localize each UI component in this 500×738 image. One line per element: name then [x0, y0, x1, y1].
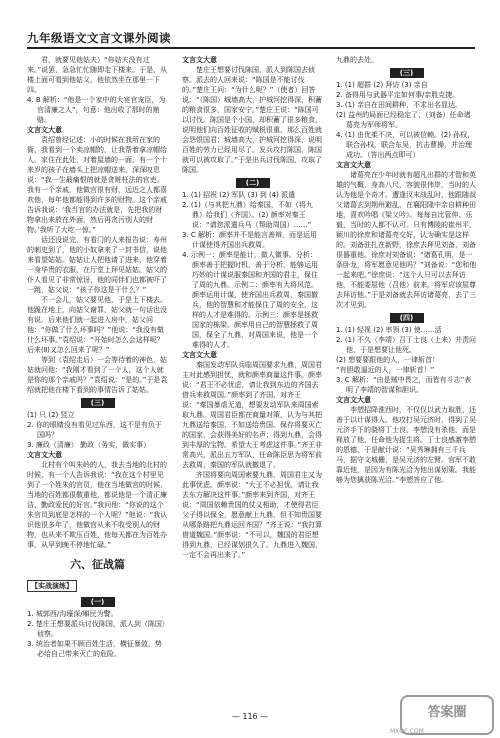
answer-item: 2. 楚庄王想要派兵讨伐陈国，派人到（陈国）侦察。	[27, 620, 166, 638]
section-subheading: 文言文大意	[182, 351, 217, 359]
watermark-logo: 答案圈	[400, 695, 494, 735]
answer-item: (1) 只 (2) 竖立	[27, 411, 75, 419]
part-label: (三)	[81, 398, 115, 408]
translation-text: 秦国发动军队兵临周国要求九鼎，周国君主对此感到担忧，就和颜率商量这件事。颜率说：“君王不必忧虑，请让我到东边的齐国去借兵来救周国。”颜率到了齐国，对齐王说：“秦国暴虐无道，想要发动军队来周国索取九鼎。周国君臣都在商量对策，认为与其把九鼎送给秦国，不如送给贵国。保存将要灭亡的国家，会获得美好的名声；得到九鼎，会得到丰厚的宝物。希望大王考虑这件事。”齐王非常高兴，派出五万军队，任命陈臣思为将军前去救周，秦国的军队就撤退了。	[182, 361, 323, 469]
translation-text: 诸葛亮在少年时就有超凡出群的才智和英雄的气概，身高八尺，容貌很伟岸，当时的人认为他是个奇才。遭逢汉末战乱时，他跟随叔父诸葛玄到荆州避乱，在襄阳隆中亲自耕种田地，喜欢吟唱《梁父吟》。每每自比管仲、乐毅，当时的人都不认可。只有博陵的崔州平、颍川的徐庶和诸葛亮交好，认为确实是这样的。刘备驻扎在新野，徐庶去拜见刘备，刘备很器重他。徐庶对刘备说：“诸葛孔明，是一条卧龙，将军愿意见他吗？”刘备说：“您和他一起来吧。”徐庶说：“这个人只可以去拜访他，不能委屈他（召他）前来。将军应该屈尊去拜访他。”于是刘备就去拜访诸葛亮，去了三次才见到。	[336, 171, 477, 309]
part-label: (一)	[81, 597, 115, 607]
answer-text: 九鼎的去处。	[336, 56, 378, 64]
answer-item: 2. (1)（与其把九鼎）给秦国，不如（将九鼎）给我们（齐国）。(2) 颜率对秦王说：“请您派遣兵马（帮助周国）……”	[182, 201, 313, 229]
answer-item: 2. (1) 不久（李靖）召丁士良（上来）并责问他，于是想要让他死。	[336, 336, 477, 354]
answer-item: 2. 备得用与武器平定如何事/亲胜克捷。	[336, 91, 460, 99]
translation-text: 李愬招降淮西时，不仅仅以武力取胜，还善于以计谋得人。他攻打吴元济时，得到了吴元济手下的骁将丁士良，李愬没有杀他，而是释放了他，任命他为捉生将。丁士良感激李愬的恩德，于是献计说：“吴秀琳拥有三千兵马，据守文城栅，是吴元济的左臂。官军不敢靠近他，是因为有陈光洽为他出谋划策。我能够为您擒获陈光洽。”李愬答应了他。	[336, 406, 476, 484]
answer-item: 1. (1) 超群 (2) 拜访 (3) 亲自	[336, 81, 428, 89]
translation-text: 齐国将要向周国索要九鼎，周国君主又为此事忧虑。颜率说：“大王不必担忧，请让我去东方解决这件事。”颜率来到齐国，对齐王说：“周国依赖贵国的仗义相助，才使得君臣父子得以保全，愿意献上九鼎，但不知贵国要从哪条路把九鼎运回齐国？”齐王说：“我打算借道魏国。”颜率说：“不可以，魏国的君臣想得到九鼎，已经谋划很久了。九鼎进入魏国，一定不会再出来了。”	[182, 471, 323, 559]
answer-item: 1. 城郭西/沟壕深/厢民为警。	[27, 610, 118, 618]
answer-item: 4. 示例一：颜率是能计，做人微事。分析：颜率善于把握时机，善于分析，能够运用巧妙的计谋说服秦国和齐国的君主，保住了周的九鼎。示例二：颜率有大将风范。颜率运用计谋，使齐国出兵救周，秦国撤兵，他的智慧和才能保住了周的安全，这样的人才是难得的。示例三：颜率是拯救国家的栋梁。颜率用自己的智慧拯救了周国，保全了九鼎，对周国来说，他是一个难得的人才。	[182, 251, 318, 349]
header-rule	[27, 47, 475, 49]
section-subheading: 文言文大意	[336, 161, 371, 169]
answer-item: (2) 益州的局面已经稳定了，（刘备）任命诸葛亮为军师将军。	[336, 111, 471, 129]
watermark-url: MXQE.COM	[390, 728, 424, 735]
column-3	[336, 55, 477, 705]
translation-text: 等到（袁绍走后）一会等待着的神色，姑姑就问他：“我刚才看到了一个人，这个人就是你的那个亲戚吗？”袁绍说：“是的。”于是袁绍就把他在楼下看到的事情告诉了姑姑。	[27, 356, 168, 394]
answer-item: 1. (1) 轻视 (2) 率领 (3) 使……活	[336, 326, 442, 334]
answer-item: 2. 你的眼睛没有看见过东西，这不是有负于国吗？	[27, 421, 162, 439]
section-subheading: 文言文大意	[27, 451, 62, 459]
answer-item: 3. C 解析：颜率并不是能言善辩，而是运用计谋使得齐国出兵救周。	[182, 231, 318, 249]
answer-item: (2) 想要要跟他的人，一律斩首！	[336, 356, 440, 364]
section-subheading: 文言文大意	[336, 396, 371, 404]
answer-text: 君，就要见他姑夫）“你姑夫没有过来。”说罢，急急忙忙随即走下楼来。于是，从楼上面可看到他姑父，他依然坐在那里一下四。	[27, 56, 168, 94]
translation-text: 楚庄王想要讨伐陈国，派人到陈国去侦察。派去的人回来说：“陈国是不能讨伐的。”楚庄王问：“为什么呢？”（使者）回答说：“（陈国）城墙高大，护城河挖得深，积蓄的粮食很多，国家安宁。”楚庄王说：“陈国可以讨伐。陈国是个小国，却积蓄了很多粮食，说明他们向百姓征收的赋税很重，那么百姓就会怨恨国君；城墙高大，护城河挖得深，说明百姓的劳力已经用尽了。发兵攻打陈国，陈国就可以被攻取了。”于是出兵讨伐陈国，攻取了陈国。	[182, 66, 323, 174]
part-label: (四)	[390, 313, 424, 323]
translation-text: 话还没说完，有看门的人来报告说：寿州的刺史到了，他的小奴拿来了一封书信，说他来看望姑姑。姑姑让人把他请了进来，他穿着一身华贵的衣服，在厅堂上拜见姑姑。姑父的仆人看见了非常惊讶，他的同伴们也都被吓了一跳，姑父说：“孩子你这是干什么？”	[27, 236, 167, 294]
translation-text: 袁绍曾经记述：小的时候在我所在家的衙，我看到一个卖凉帽的，让我帮着拿凉帽给人。家住在此处，对着屋墙的一面，有一个十来岁的孩子在墙头上把凉帽送来，深深叹息说：“我一生最痛恨的就是贪赃枉法的官吏。我有一个亲戚，他做官很有财，远近之人都喜欢他，每年他都能得到许多的财物。这个亲戚告诉我说：‘我当官的办法就是，先把我的财物拿出来放在外面，然后再贪污别人的财物。’我听了大吃一惊。”	[27, 136, 167, 234]
answer-item: “有胆敢逼近的人，一律斩首！”	[336, 366, 435, 374]
answer-item: 4. (1) 由优柔不决，可以被信赖。(2) 孙权，联合孙权，联合东吴，抗击曹操，并治理成功。（答出两点即可）	[336, 131, 475, 159]
section-subheading: 文言文大意	[182, 56, 217, 64]
part-label: (二)	[236, 178, 270, 188]
chapter-title: 六、征战篇	[70, 558, 125, 571]
part-label: (三)	[390, 68, 424, 78]
translation-text: 不一会儿，姑父要见他，于是上下楼去。他跪在地上，向姑父谢罪，姑父就一句话也没有说。后来他们就一起进入房中，姑父问他：“你做了什么坏事吗？”他说：“我没有做什么坏事。”袁绍说：“开始时怎么会这样呢？后来(Ⅱ)又怎么回来了呢？”	[27, 296, 167, 354]
column-2	[182, 55, 323, 705]
translation-text: 北村有个叫朱岭的人，我去当地的北村的时候，有一个人告诉我说：“我在这个村里见到了一个姓朱的官员，他在当地做官的时候，当地的百姓都很敬重他，都说他是一个清正廉洁、勤政爱民的好官。”我问他：“你说的这个朱官员到底是怎样的一个人呢？”他说：“我认识他很多年了，他做官从来不收受别人的财物，也从来不欺压百姓，他每天都在为百姓办事，从早到晚不停地忙碌。”	[27, 461, 168, 549]
answer-item: 4. B 解析：“他是一个家中的大宦官宠臣，为官清廉之人”，句意：他出收了那时的贿赂。	[27, 96, 166, 124]
page-number: — 116 —	[231, 712, 269, 721]
answer-item: 1. (1) 招祝 (2) 军队 (3) 到 (4) 派遣	[182, 191, 296, 199]
column-1	[27, 55, 168, 705]
answer-item: 3. 统治者如果不顾百姓生活，横征暴敛，势必给自己带来灭亡的危险。	[27, 640, 162, 658]
practice-label: 【实战演练】	[27, 580, 77, 592]
section-subheading: 文言文大意	[27, 126, 62, 134]
header-title: 九年级语文文言文课外阅读	[27, 31, 171, 45]
answer-item: 3. 廉政（清廉） 勤政（务实，做实事）	[27, 441, 151, 449]
answer-item: 3. C 解析：“由是贼中畏之，而皆有斗志”表明了李靖的智谋和胆识。	[336, 376, 472, 394]
page-header	[27, 30, 475, 52]
answer-item: 3. (1) 亲自在田间耕种，不求出名显达。	[336, 101, 463, 109]
